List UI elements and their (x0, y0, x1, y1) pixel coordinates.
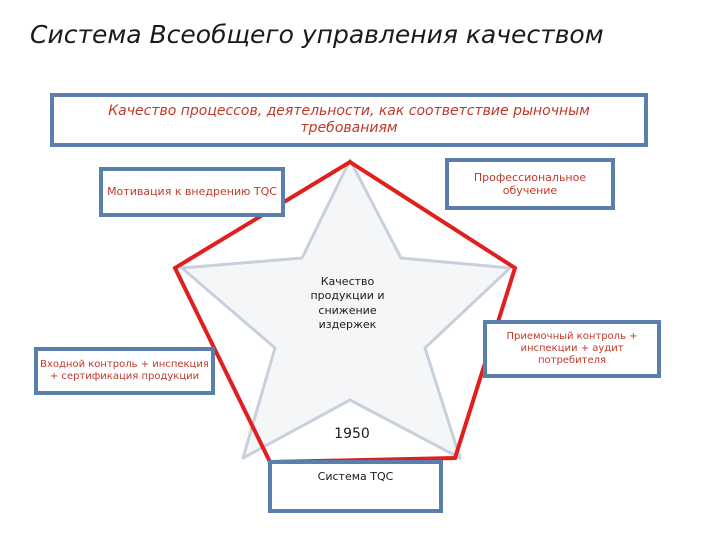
system-tqc-label: Система TQC (317, 470, 394, 483)
acceptance-control-label: Приемочный контроль + инспекции + аудит потребителя (506, 331, 638, 366)
input-control-label: Входной контроль + инспекция + сертификация продукции (40, 359, 209, 382)
motivation-box (99, 167, 285, 217)
center-label: Качество продукции и снижение издержек (310, 275, 385, 331)
slide-title: Система Всеобщего управления качеством (30, 20, 604, 49)
system-tqc-box (268, 460, 443, 513)
motivation-label: Мотивация к внедрению TQC (107, 185, 277, 199)
training-label: Профессиональное обучение (473, 170, 587, 197)
process-quality-label: Качество процессов, деятельности, как соответствие рыночным требованиям (108, 103, 590, 136)
process-quality-box (50, 93, 648, 147)
year-label: 1950 (334, 426, 370, 442)
training-box (445, 158, 615, 210)
acceptance-control-box (483, 320, 661, 378)
input-control-box (34, 347, 215, 395)
